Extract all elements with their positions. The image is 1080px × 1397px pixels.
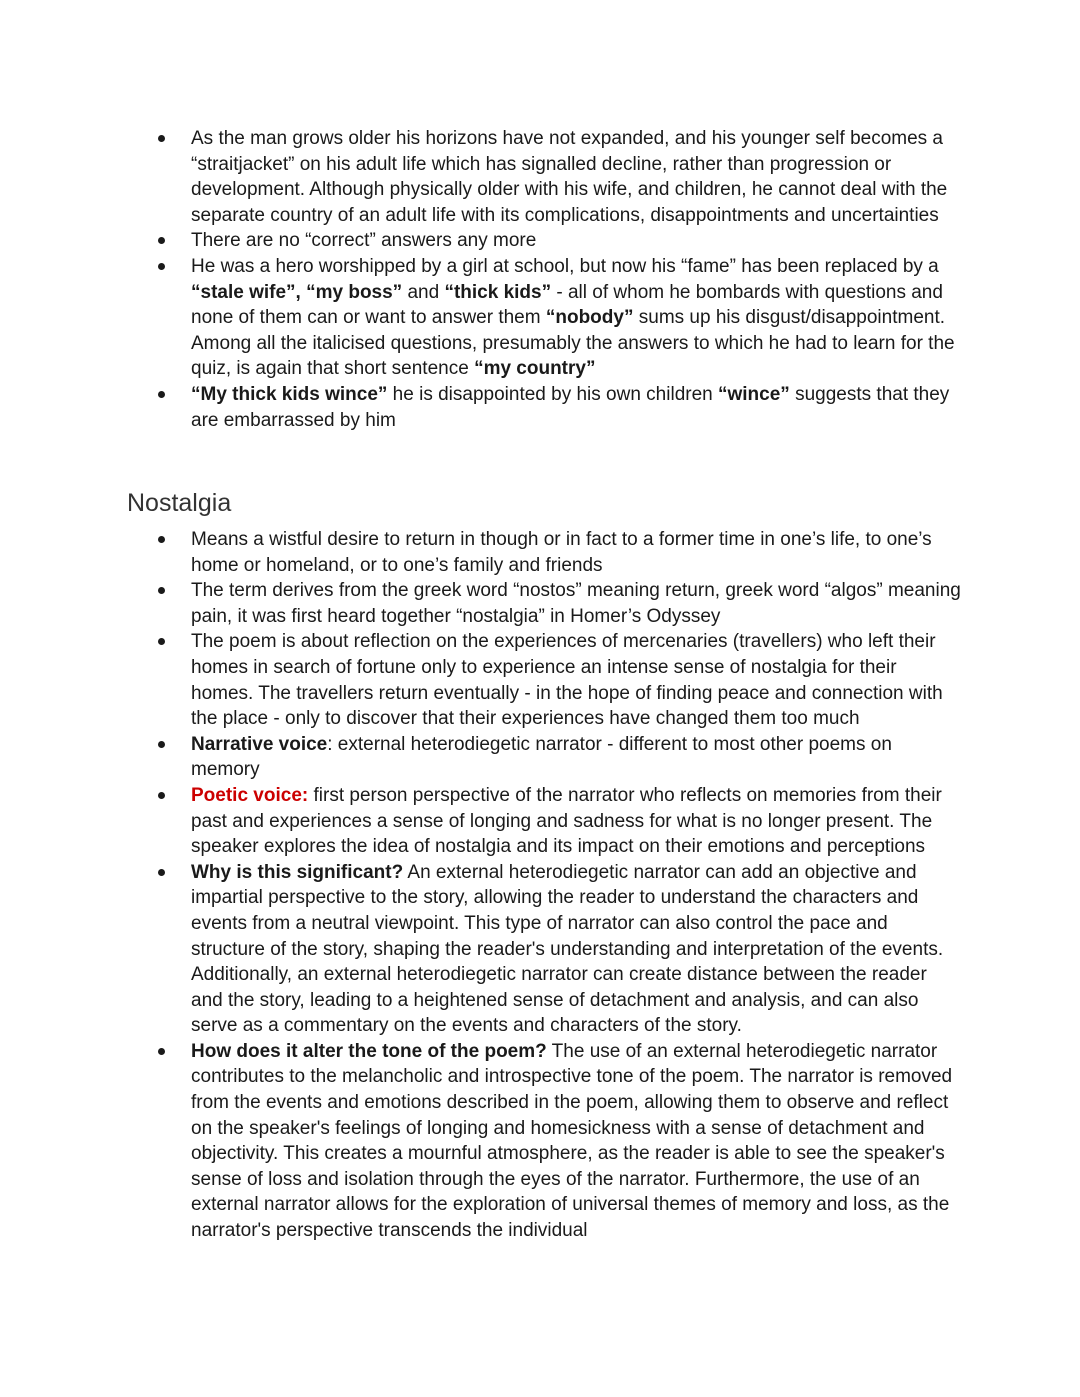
bold-label: How does it alter the tone of the poem? [191,1040,547,1062]
bullet-item [191,228,961,254]
bullet-text: As the man grows older his horizons have not expanded, and his younger self becomes a “straitjacket” on his adult life which has signalled decline, rather than progression or development. Although physically older with his wife, and children, he cannot deal with the separate country of an adult life with its complications, disappointments and uncertainties [191,128,948,226]
bullet-text: The use of an external heterodiegetic narrator contributes to the melancholic and introspective tone of the poem. The narrator is removed from the events and emotions described in the poem, allowing them to observe and reflect on the speaker's feelings of longing and homesickness with a sense of detachment and objectivity. This creates a mournful atmosphere, as the reader is able to see the speaker's sense of loss and isolation through the eyes of the narrator. Furthermore, the use of an external narrator allows for the exploration of universal themes of memory and loss, as the narrator's perspective transcends the individual [191,1040,953,1242]
bullet-text: He was a hero worshipped by a girl at school, but now his “fame” has been replaced by a [191,255,939,277]
bold-quote: “nobody” [545,307,634,329]
bullet-text: An external heterodiegetic narrator can add an objective and impartial perspective to the story, allowing the reader to understand the characters and events from a neutral viewpoint. This type of narrator can also control the pace and structure of the story, shaping the reader's understanding and interpretation of the events. Additionally, an external heterodiegetic narrator can create distance between the reader and the story, leading to a heightened sense of detachment and analysis, and can also serve as a commentary on the events and characters of the story. [191,861,944,1037]
bullet-item [191,1039,961,1244]
bullet-text: first person perspective of the narrator who reflects on memories from their past and experiences a sense of longing and sadness for what is no longer present. The speaker explores the idea of nostalgia and its impact on their emotions and perceptions [191,784,942,858]
bullet-text: There are no “correct” answers any more [191,230,537,252]
bullet-item [191,382,961,433]
bullet-item [191,254,961,382]
bold-label: Narrative voice [191,733,328,755]
bullet-item [191,732,961,783]
bullet-item [191,783,961,860]
bullet-list-poem-notes [191,126,961,433]
bold-quote: “wince” [718,383,790,405]
bullet-text: suggests that they are embarrassed by him [191,383,950,431]
bold-label: Why is this significant? [191,861,404,883]
bullet-text: sums up his disgust/disappointment. Among all the italicised questions, presumably the answers to which he had to learn for the quiz, is again that short sentence [191,307,955,380]
bullet-text: - all of whom he bombards with questions and none of them can or want to answer them [191,281,943,329]
red-bold-label: Poetic voice: [191,784,309,806]
bullet-item [191,126,961,228]
bullet-text: he is disappointed by his own children [387,383,718,405]
section-heading-nostalgia: Nostalgia [127,489,232,517]
bold-quote: “thick kids” [444,281,552,303]
bullet-text: The poem is about reflection on the experiences of mercenaries (travellers) who left their homes in search of fortune only to experience an intense sense of nostalgia for their homes. The travellers return eventually - in the hope of finding peace and connection with the place - only to discover that their experiences have changed them too much [191,631,943,730]
bullet-list-nostalgia [191,527,961,1244]
bullet-item [191,629,961,731]
bold-quote: “my country” [474,358,596,380]
bold-quote: “My thick kids wince” [191,383,388,405]
bullet-text: and [402,281,445,303]
bullet-text: : external heterodiegetic narrator - different to most other poems on memory [191,733,892,781]
bold-quote: “stale wife”, “my boss” [191,281,403,303]
bullet-text: Means a wistful desire to return in though or in fact to a former time in one’s life, to one’s home or homeland, or to one’s family and friends [191,529,932,576]
bullet-item [191,860,961,1039]
bullet-item [191,527,961,578]
bullet-item [191,578,961,629]
bullet-text: The term derives from the greek word “nostos” meaning return, greek word “algos” meaning pain, it was first heard together “nostalgia” in Homer’s Odyssey [191,580,961,627]
